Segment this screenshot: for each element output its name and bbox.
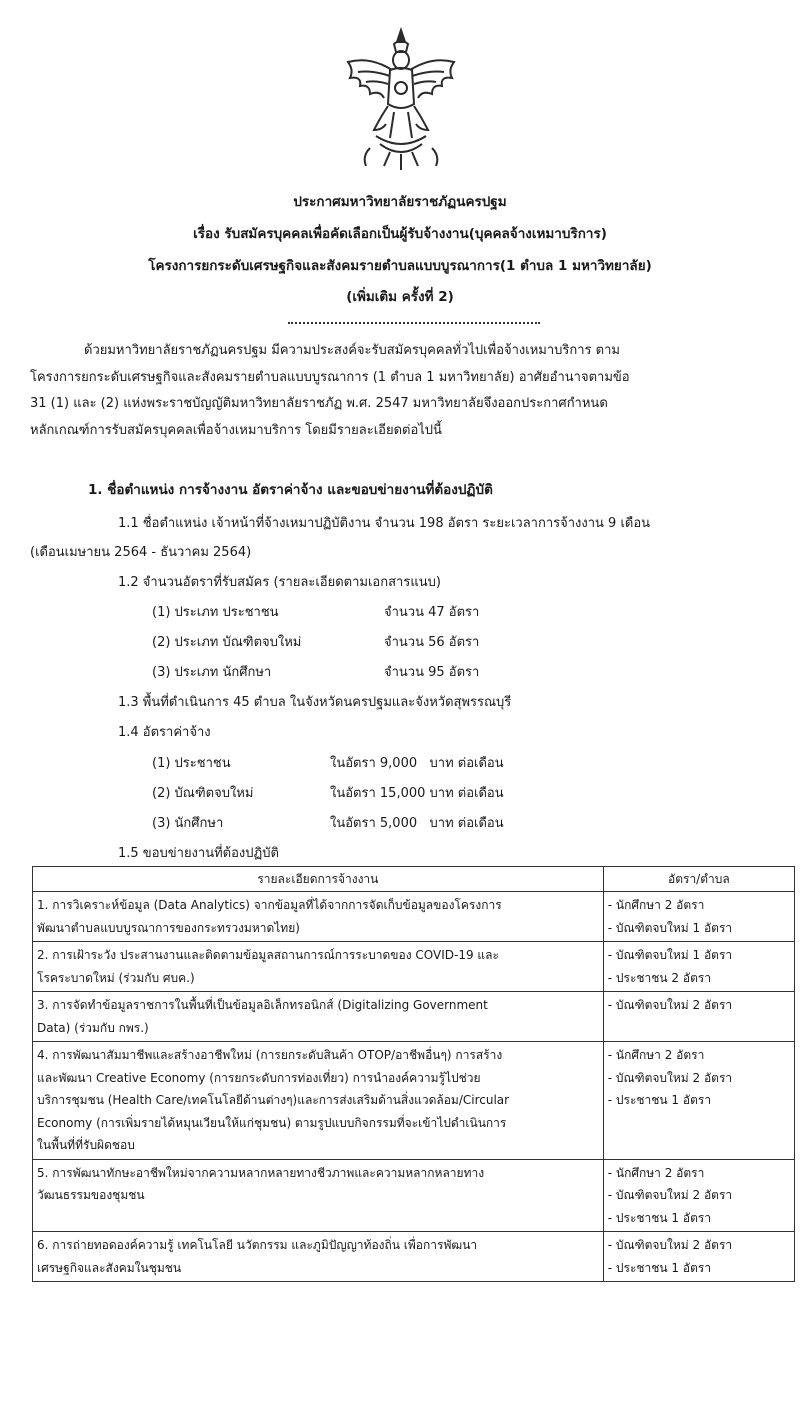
intro-paragraph [30, 338, 770, 444]
wage-value: ในอัตรา 15,000 บาท ต่อเดือน [330, 786, 504, 801]
duty-rate-line: - บัณฑิตจบใหม่ 2 อัตรา [607, 1188, 733, 1202]
duty-description-line: และพัฒนา Creative Economy (การยกระดับการท่องเที่ยว) การนำองค์ความรู้ไปช่วย [37, 1070, 481, 1085]
item-1-5: 1.5 ขอบข่ายงานที่ต้องปฏิบัติ [118, 846, 279, 861]
section-1-title: 1. ชื่อตำแหน่ง การจ้างงาน อัตราค่าจ้าง และขอบข่ายงานที่ต้องปฏิบัติ [88, 482, 493, 498]
duty-rate-line: - บัณฑิตจบใหม่ 1 อัตรา [607, 920, 733, 935]
duty-description-line: วัฒนธรรมของชุมชน [37, 1188, 145, 1202]
project-name: โครงการยกระดับเศรษฐกิจและสังคมรายตำบลแบบบูรณาการ(1 ตำบล 1 มหาวิทยาลัย) [148, 258, 652, 274]
wage-value: ในอัตรา 9,000 บาท ต่อเดือน [330, 756, 504, 771]
duty-description-line: 5. การพัฒนาทักษะอาชีพใหม่จากความหลากหลายทางชีวภาพและความหลากหลายทาง [37, 1165, 485, 1180]
duty-description-cell [33, 892, 604, 942]
count-label: (2) ประเภท บัณฑิตจบใหม่ [152, 635, 302, 650]
garuda-emblem-icon [340, 26, 462, 176]
table-row [33, 992, 795, 1042]
table-row [33, 1042, 795, 1160]
duty-description-line: Data) (ร่วมกับ กพร.) [37, 1020, 149, 1035]
duty-rate-line: - บัณฑิตจบใหม่ 2 อัตรา [607, 1070, 733, 1085]
wage-label: (2) บัณฑิตจบใหม่ [152, 786, 254, 801]
intro-line: หลักเกณฑ์การรับสมัครบุคคลเพื่อจ้างเหมาบริการ โดยมีรายละเอียดต่อไปนี้ [30, 422, 442, 438]
duties-table-body [33, 892, 795, 1282]
duty-rate-line: - ประชาชน 1 อัตรา [607, 1093, 712, 1107]
duty-rate-line: - บัณฑิตจบใหม่ 2 อัตรา [607, 998, 733, 1012]
count-value: จำนวน 95 อัตรา [384, 665, 480, 680]
duty-rate-cell [603, 1042, 794, 1160]
count-value: จำนวน 47 อัตรา [384, 605, 480, 620]
duty-description-line: 4. การพัฒนาสัมมาชีพและสร้างอาชีพใหม่ (การยกระดับสินค้า OTOP/อาชีพอื่นๆ) การสร้าง [37, 1048, 503, 1062]
item-1-4: 1.4 อัตราค่าจ้าง [118, 725, 211, 740]
duty-description-line: 2. การเฝ้าระวัง ประสานงานและติดตามข้อมูลสถานการณ์การระบาดของ COVID-19 และ [37, 948, 499, 962]
wage-label: (3) นักศึกษา [152, 816, 224, 831]
intro-line: ด้วยมหาวิทยาลัยราชภัฏนครปฐม มีความประสงค์จะรับสมัครบุคคลทั่วไปเพื่อจ้างเหมาบริการ ตาม [84, 343, 620, 358]
duty-rate-cell [603, 892, 794, 942]
duty-description-cell [33, 942, 604, 992]
duty-rate-line: - ประชาชน 2 อัตรา [607, 970, 712, 985]
duty-description-cell [33, 1042, 604, 1160]
duty-rate-line: - บัณฑิตจบใหม่ 1 อัตรา [607, 948, 733, 962]
duty-rate-line: - ประชาชน 1 อัตรา [607, 1210, 712, 1225]
duty-description-line: 6. การถ่ายทอดองค์ความรู้ เทคโนโลยี นวัตกรรม และภูมิปัญญาท้องถิ่น เพื่อการพัฒนา [37, 1238, 478, 1252]
count-value: จำนวน 56 อัตรา [384, 635, 480, 650]
column-header-details: รายละเอียดการจ้างงาน [33, 867, 604, 892]
item-1-1-period: (เดือนเมษายน 2564 - ธันวาคม 2564) [30, 545, 252, 560]
duty-rate-line: - นักศึกษา 2 อัตรา [607, 898, 705, 912]
item-1-2: 1.2 จำนวนอัตราที่รับสมัคร (รายละเอียดตามเอกสารแนบ) [118, 575, 441, 590]
duty-description-line: บริการชุมชน (Health Care/เทคโนโลยีด้านต่างๆ)และการส่งเสริมด้านสิ่งแวดล้อม/Circular [37, 1093, 510, 1107]
duty-description-line: เศรษฐกิจและสังคมในชุมชน [37, 1260, 182, 1275]
duty-description-cell [33, 1232, 604, 1282]
duty-description-line: 1. การวิเคราะห์ข้อมูล (Data Analytics) จากข้อมูลที่ได้จากการจัดเก็บข้อมูลของโครงการ [37, 898, 502, 912]
duties-table [32, 866, 795, 1282]
count-label: (3) ประเภท นักศึกษา [152, 665, 272, 680]
duty-description-line: 3. การจัดทำข้อมูลราชการในพื้นที่เป็นข้อมูลอิเล็กทรอนิกส์ (Digitalizing Government [37, 998, 488, 1012]
duty-rate-line: - นักศึกษา 2 อัตรา [607, 1165, 705, 1180]
duty-rate-line: - บัณฑิตจบใหม่ 2 อัตรา [607, 1238, 733, 1252]
duty-description-line: พัฒนาตำบลแบบบูรณาการของกระทรวงมหาดไทย) [37, 920, 300, 935]
wage-label: (1) ประชาชน [152, 756, 231, 771]
column-header-rates: อัตรา/ตำบล [603, 867, 794, 892]
duty-description-cell [33, 1159, 604, 1232]
duty-rate-cell [603, 942, 794, 992]
table-header-row [33, 867, 795, 892]
duty-rate-line: - ประชาชน 1 อัตรา [607, 1260, 712, 1275]
duty-description-line: โรคระบาดใหม่ (ร่วมกับ ศบค.) [37, 970, 195, 985]
announcement-subject: เรื่อง รับสมัครบุคคลเพื่อคัดเลือกเป็นผู้รับจ้างงาน(บุคคลจ้างเหมาบริการ) [193, 226, 607, 242]
intro-line: โครงการยกระดับเศรษฐกิจและสังคมรายตำบลแบบบูรณาการ (1 ตำบล 1 มหาวิทยาลัย) อาศัยอำนาจตามข้อ [30, 369, 630, 385]
duty-rate-line: - นักศึกษา 2 อัตรา [607, 1048, 705, 1062]
duty-description-line: ในพื้นที่ที่รับผิดชอบ [37, 1138, 135, 1152]
announcement-edition: (เพิ่มเติม ครั้งที่ 2) [346, 289, 454, 305]
item-1-3: 1.3 พื้นที่ดำเนินการ 45 ตำบล ในจังหวัดนครปฐมและจังหวัดสุพรรณบุรี [118, 695, 512, 710]
table-row [33, 1232, 795, 1282]
duty-description-line: Economy (การเพิ่มรายได้หมุนเวียนให้แก่ชุมชน) ตามรูปแบบกิจกรรมที่จะเข้าไปดำเนินการ [37, 1115, 507, 1130]
intro-line: 31 (1) และ (2) แห่งพระราชบัญญัติมหาวิทยาลัยราชภัฏ พ.ศ. 2547 มหาวิทยาลัยจึงออกประกาศกำหนด [30, 396, 608, 411]
duty-rate-cell [603, 1232, 794, 1282]
item-1-1: 1.1 ชื่อตำแหน่ง เจ้าหน้าที่จ้างเหมาปฏิบัติงาน จำนวน 198 อัตรา ระยะเวลาการจ้างงาน 9 เดือน [118, 516, 651, 531]
table-row [33, 942, 795, 992]
duty-description-cell [33, 992, 604, 1042]
duty-rate-cell [603, 992, 794, 1042]
announcement-title: ประกาศมหาวิทยาลัยราชภัฏนครปฐม [293, 194, 507, 210]
table-row [33, 1159, 795, 1232]
dotted-divider [288, 322, 540, 324]
duty-rate-cell [603, 1159, 794, 1232]
count-label: (1) ประเภท ประชาชน [152, 605, 279, 620]
table-row [33, 892, 795, 942]
wage-value: ในอัตรา 5,000 บาท ต่อเดือน [330, 816, 504, 831]
